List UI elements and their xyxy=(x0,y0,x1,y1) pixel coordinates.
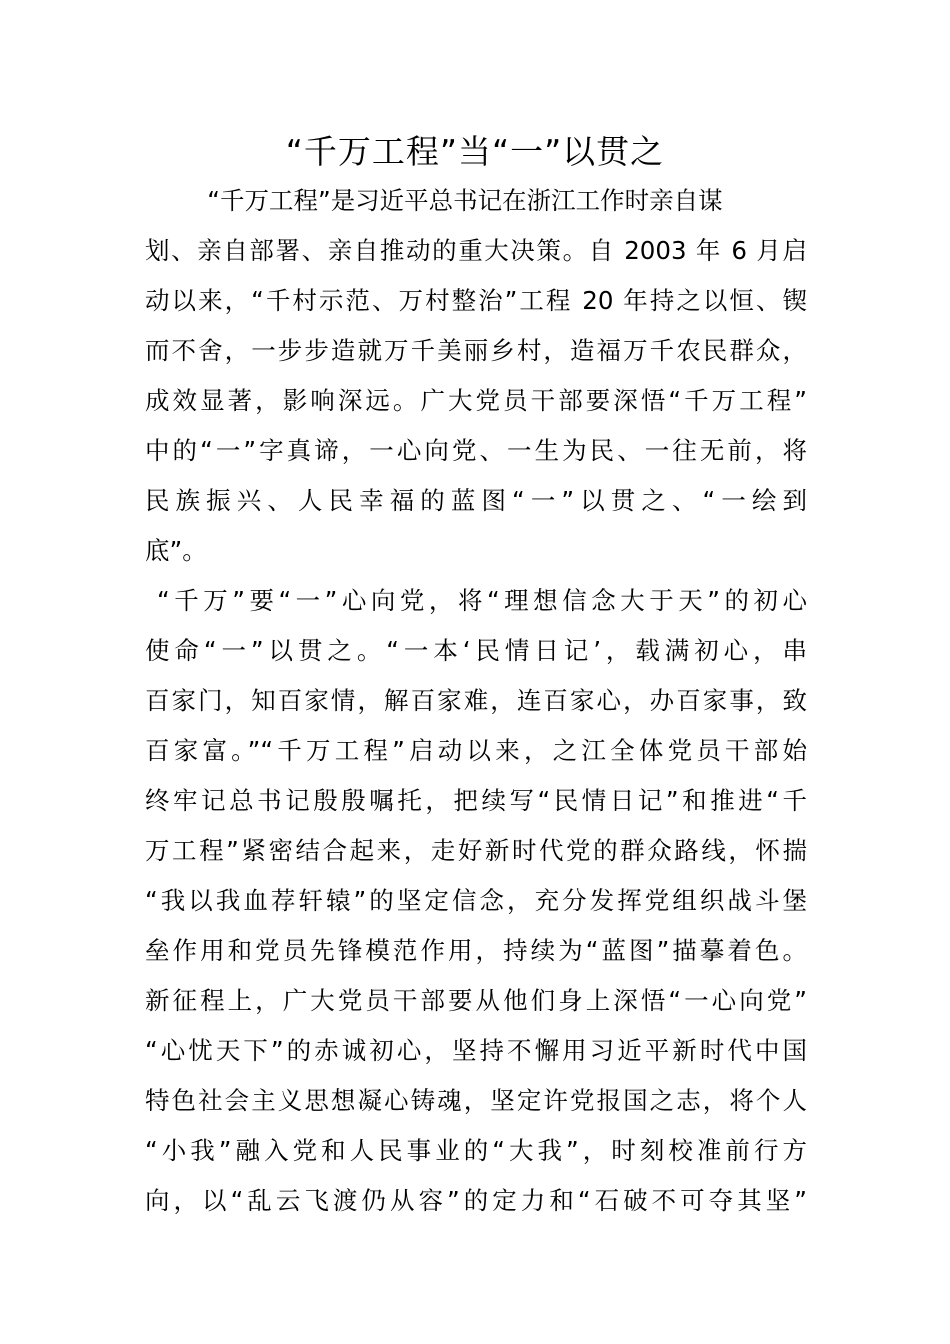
text-line: 终牢记总书记殷殷嘱托，把续写“民情日记”和推进“千 xyxy=(145,786,807,815)
text-line: 动以来，“千村示范、万村整治”工程 20 年持之以恒、锲 xyxy=(145,286,807,315)
text-line: “我以我血荐轩辕”的坚定信念，充分发挥党组织战斗堡 xyxy=(145,886,807,915)
text-line: 划、亲自部署、亲自推动的重大决策。自 2003 年 6 月启 xyxy=(145,236,807,265)
text-line: “千万”要“一”心向党，将“理想信念大于天”的初心 xyxy=(157,586,807,615)
text-line: 万工程”紧密结合起来，走好新时代党的群众路线，怀揣 xyxy=(145,836,807,865)
text-line: 新征程上，广大党员干部要从他们身上深悟“一心向党” xyxy=(145,986,807,1015)
text-line: 百家门，知百家情，解百家难，连百家心，办百家事，致 xyxy=(145,686,807,715)
document-body xyxy=(145,176,807,1226)
text-line: “心忧天下”的赤诚初心，坚持不懈用习近平新时代中国 xyxy=(145,1036,807,1065)
text-line: 使命“一”以贯之。“一本‘民情日记’，载满初心，串 xyxy=(145,636,807,665)
text-line: 底”。 xyxy=(145,536,207,565)
document-title: “千万工程”当“一”以贯之 xyxy=(285,132,665,171)
text-line: 向，以“乱云飞渡仍从容”的定力和“石破不可夺其坚” xyxy=(145,1186,807,1215)
text-line: “千万工程”是习近平总书记在浙江工作时亲自谋 xyxy=(145,186,723,215)
text-line: 民族振兴、人民幸福的蓝图“一”以贯之、“一绘到 xyxy=(145,486,807,515)
text-line: 特色社会主义思想凝心铸魂，坚定许党报国之志，将个人 xyxy=(145,1086,807,1115)
text-line: 成效显著，影响深远。广大党员干部要深悟“千万工程” xyxy=(145,386,807,415)
text-line: 而不舍，一步步造就万千美丽乡村，造福万千农民群众， xyxy=(145,336,807,365)
text-line: 垒作用和党员先锋模范作用，持续为“蓝图”描摹着色。 xyxy=(145,936,807,965)
text-line: “小我”融入党和人民事业的“大我”，时刻校准前行方 xyxy=(145,1136,807,1165)
text-line: 中的“一”字真谛，一心向党、一生为民、一往无前，将 xyxy=(145,436,807,465)
text-line: 百家富。”“千万工程”启动以来，之江全体党员干部始 xyxy=(145,736,807,765)
